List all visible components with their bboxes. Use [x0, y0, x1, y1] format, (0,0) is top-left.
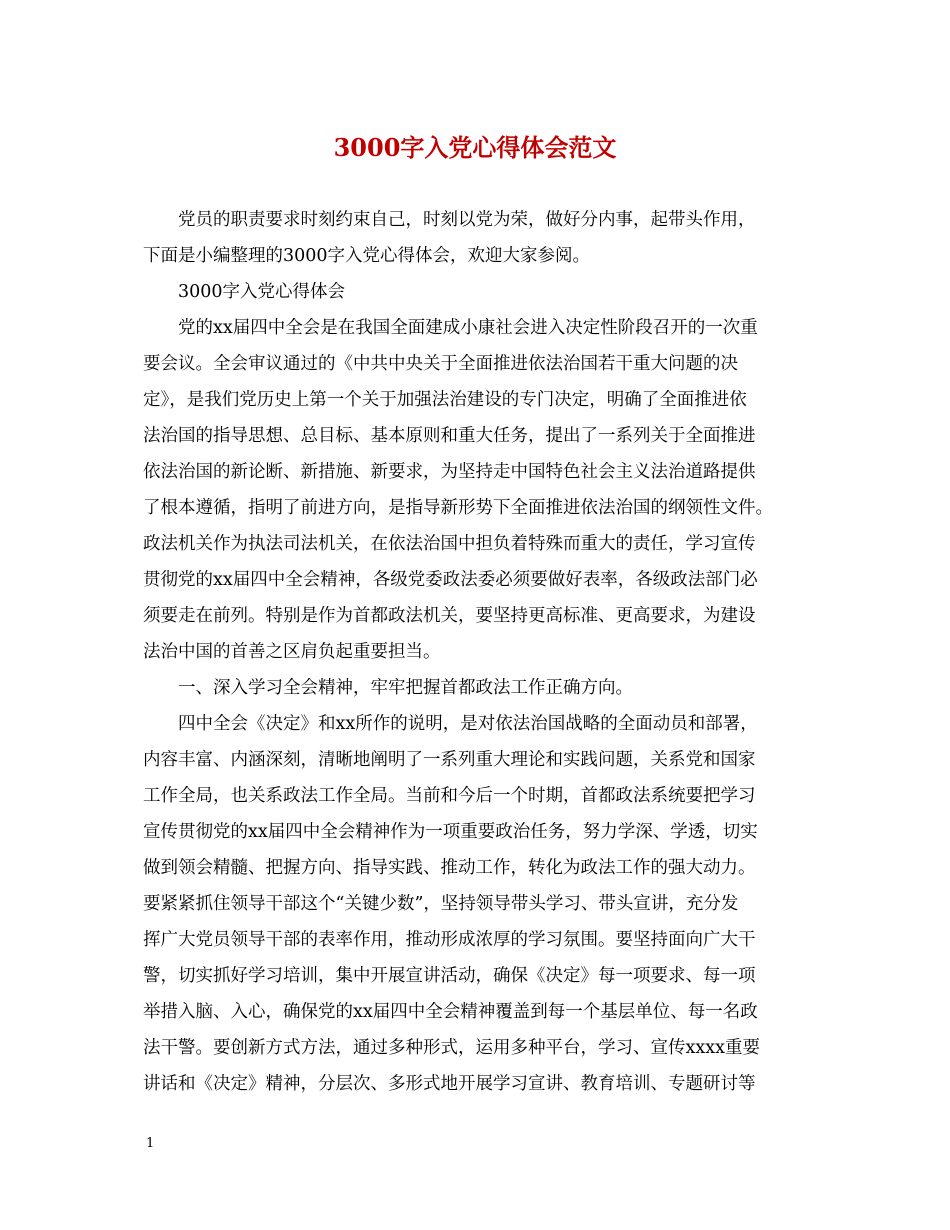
paragraph-line: 讲话和《决定》精神，分层次、多形式地开展学习宣讲、教育培训、专题研讨等: [143, 1074, 756, 1094]
paragraph-line: 政法机关作为执法司法机关，在依法治国中担负着特殊而重大的责任，学习宣传: [143, 534, 756, 554]
paragraph-line: 党的xx届四中全会是在我国全面建成小康社会进入决定性阶段召开的一次重: [178, 318, 758, 338]
page-number: 1: [146, 1136, 155, 1151]
paragraph-line: 了根本遵循，指明了前进方向，是指导新形势下全面推进依法治国的纲领性文件。: [143, 498, 773, 518]
paragraph-line: 举措入脑、入心，确保党的xx届四中全会精神覆盖到每一个基层单位、每一名政: [143, 1002, 758, 1022]
paragraph-line: 法治中国的首善之区肩负起重要担当。: [143, 642, 441, 662]
paragraph-line: 法干警。要创新方式方法，通过多种形式，运用多种平台，学习、宣传xxxx重要: [143, 1038, 760, 1058]
paragraph-line: 工作全局，也关系政法工作全局。当前和今后一个时期，首都政法系统要把学习: [143, 786, 756, 806]
paragraph-line: 依法治国的新论断、新措施、新要求，为坚持走中国特色社会主义法治道路提供: [143, 462, 756, 482]
paragraph-line: 要紧紧抓住领导干部这个“关键少数”，坚持领导带头学习、带头宣讲，充分发: [143, 894, 739, 914]
section-heading: 3000字入党心得体会: [178, 282, 346, 302]
paragraph-line: 宣传贯彻党的xx届四中全会精神作为一项重要政治任务，努力学深、学透，切实: [143, 822, 758, 842]
paragraph-line: 做到领会精髓、把握方向、指导实践、推动工作，转化为政法工作的强大动力。: [143, 858, 756, 878]
paragraph-line: 四中全会《决定》和xx所作的说明，是对依法治国战略的全面动员和部署，: [178, 714, 758, 734]
paragraph-line: 党员的职责要求时刻约束自己，时刻以党为荣，做好分内事，起带头作用，: [178, 210, 756, 230]
paragraph-line: 下面是小编整理的3000字入党心得体会，欢迎大家参阅。: [143, 246, 591, 266]
section-heading: 一、深入学习全会精神，牢牢把握首都政法工作正确方向。: [178, 678, 633, 698]
document-title: 3000字入党心得体会范文: [333, 133, 617, 162]
paragraph-line: 法治国的指导思想、总目标、基本原则和重大任务，提出了一系列关于全面推进: [143, 426, 756, 446]
paragraph-line: 须要走在前列。特别是作为首都政法机关，要坚持更高标准、更高要求，为建设: [143, 606, 756, 626]
paragraph-line: 要会议。全会审议通过的《中共中央关于全面推进依法治国若干重大问题的决: [143, 354, 738, 374]
paragraph-line: 内容丰富、内涵深刻，清晰地阐明了一系列重大理论和实践问题，关系党和国家: [143, 750, 756, 770]
paragraph-line: 警，切实抓好学习培训，集中开展宣讲活动，确保《决定》每一项要求、每一项: [143, 966, 756, 986]
paragraph-line: 贯彻党的xx届四中全会精神，各级党委政法委必须要做好表率，各级政法部门必: [143, 570, 758, 590]
paragraph-line: 定》，是我们党历史上第一个关于加强法治建设的专门决定，明确了全面推进依: [143, 390, 747, 410]
paragraph-line: 挥广大党员领导干部的表率作用，推动形成浓厚的学习氛围。要坚持面向广大干: [143, 930, 756, 950]
